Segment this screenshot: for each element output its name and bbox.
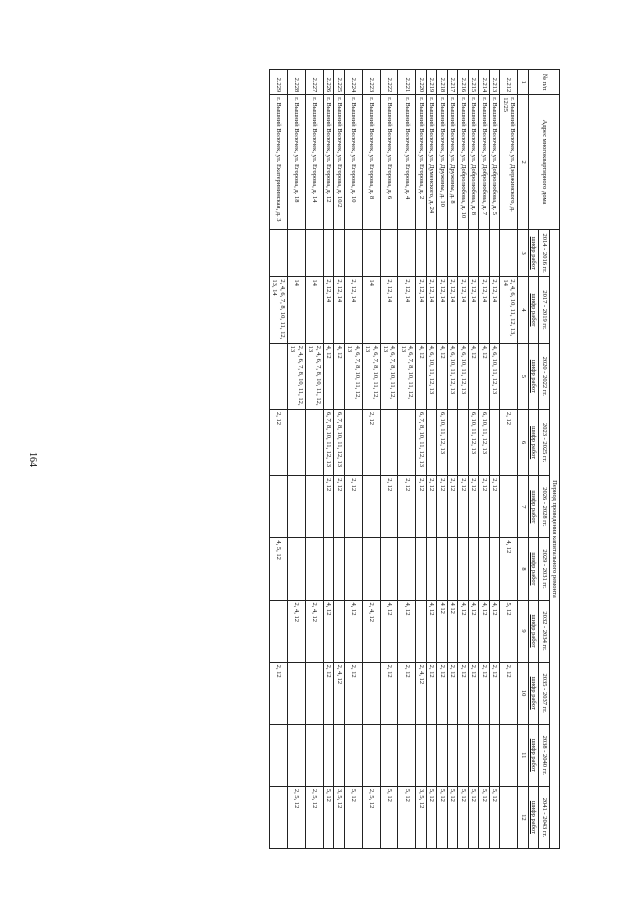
work-codes-cell: 2, 4, 6, 7, 8, 10, 11, 12, 13 [287, 343, 305, 409]
work-codes-cell [398, 538, 416, 600]
work-codes-cell: 4, 6, 7, 8, 10, 11, 12, 13 [344, 343, 362, 409]
col-number: 5 [518, 343, 528, 409]
work-codes-cell: 4, 5, 12 [269, 538, 287, 600]
row-number: 2.225 [334, 70, 344, 95]
header-num: № п/п [528, 70, 559, 95]
work-codes-cell [323, 724, 333, 786]
row-address: г. Вышний Волочек, ул. Егорова, д. 10 [344, 95, 362, 230]
work-codes-cell: 2, 5, 12 [362, 786, 380, 848]
header-period: 2020 - 2022 гг. [539, 343, 549, 409]
row-address: г. Вышний Волочек, ул. Егорова, д. 12 [323, 95, 333, 230]
row-address: г. Вышний Волочек, ул. Егорова, д. 10/2 [334, 95, 344, 230]
work-codes-cell: 2, 12 [334, 476, 344, 538]
work-codes-cell [323, 538, 333, 600]
work-codes-cell: 4, 12 [437, 343, 447, 409]
work-codes-cell [344, 538, 362, 600]
col-number: 4 [518, 277, 528, 343]
work-codes-cell [437, 724, 447, 786]
work-codes-cell [437, 229, 447, 276]
work-codes-cell: 6, 10, 11, 12, 13 [437, 409, 447, 475]
work-codes-cell: 2, 12, 14 [398, 277, 416, 343]
work-codes-cell [362, 724, 380, 786]
table-row [323, 70, 333, 849]
row-number: 2.214 [479, 70, 489, 95]
header-sub: шифр работ [528, 476, 538, 538]
work-codes-cell: 2, 12, 14 [426, 277, 436, 343]
work-codes-cell [489, 538, 499, 600]
work-codes-cell [398, 229, 416, 276]
work-codes-cell [416, 229, 426, 276]
repair-schedule-table [269, 69, 560, 849]
work-codes-cell [458, 229, 468, 276]
work-codes-cell [416, 538, 426, 600]
work-codes-cell: 4, 6, 7, 8, 10, 11, 12, 13 [380, 343, 398, 409]
work-codes-cell: 2, 12 [416, 476, 426, 538]
work-codes-cell: 4, 12 [479, 600, 489, 662]
work-codes-cell [305, 662, 323, 724]
work-codes-cell [500, 724, 518, 786]
work-codes-cell: 2, 12 [398, 476, 416, 538]
row-address: г. Вышний Волочек, ул. Думенского, д. 24 [426, 95, 436, 230]
row-number: 2.220 [416, 70, 426, 95]
work-codes-cell: 4, 6, 7, 8, 10, 11, 12, 13 [362, 343, 380, 409]
work-codes-cell: 2, 12, 14 [344, 277, 362, 343]
work-codes-cell: 4, 12 [323, 343, 333, 409]
work-codes-cell: 4, 6, 10, 11, 12, 13 [458, 343, 468, 409]
work-codes-cell: 2, 12, 14 [323, 277, 333, 343]
row-number: 2.222 [380, 70, 398, 95]
col-number: 12 [518, 786, 528, 848]
work-codes-cell: 2, 12 [323, 662, 333, 724]
work-codes-cell [334, 724, 344, 786]
work-codes-cell: 2, 12 [362, 409, 380, 475]
page-number: 164 [27, 452, 38, 467]
col-number: 3 [518, 229, 528, 276]
work-codes-cell [334, 538, 344, 600]
header-sub: шифр работ [528, 786, 538, 848]
col-number: 10 [518, 662, 528, 724]
table-row [269, 70, 287, 849]
work-codes-cell: 2, 12, 14 [489, 277, 499, 343]
work-codes-cell [287, 724, 305, 786]
work-codes-cell: 4, 6, 10, 11, 12, 13 [447, 343, 457, 409]
work-codes-cell [468, 229, 478, 276]
work-codes-cell: 5, 12 [398, 786, 416, 848]
work-codes-cell: 2, 12 [489, 476, 499, 538]
work-codes-cell [447, 538, 457, 600]
work-codes-cell [269, 229, 287, 276]
table-row [458, 70, 468, 849]
work-codes-cell: 2, 12, 14 [437, 277, 447, 343]
header-sub: шифр работ [528, 662, 538, 724]
work-codes-cell: 2, 12 [489, 662, 499, 724]
header-sub: шифр работ [528, 229, 538, 276]
work-codes-cell [334, 229, 344, 276]
table-row [479, 70, 489, 849]
work-codes-cell: 4, 12 [334, 343, 344, 409]
table-row [489, 70, 499, 849]
work-codes-cell: 4, 12 [500, 538, 518, 600]
work-codes-cell: 2, 4, 6, 7, 8, 10, 11, 12, 13, 14 [269, 277, 287, 343]
work-codes-cell [269, 600, 287, 662]
work-codes-cell: 4, 6, 7, 8, 10, 11, 12, 13 [398, 343, 416, 409]
work-codes-cell [489, 409, 499, 475]
work-codes-cell: 2, 4, 12 [287, 600, 305, 662]
work-codes-cell [269, 476, 287, 538]
work-codes-cell: 6, 7, 8, 10, 11, 12, 13 [416, 409, 426, 475]
table-row [500, 70, 518, 849]
header-period-title: Период проведения капитального ремонта [549, 229, 559, 848]
header-sub: шифр работ [528, 538, 538, 600]
header-sub: шифр работ [528, 600, 538, 662]
header-sub: шифр работ [528, 724, 538, 786]
work-codes-cell: 14 [362, 277, 380, 343]
header-period: 2017 - 2019 гг. [539, 277, 549, 343]
work-codes-cell [500, 786, 518, 848]
row-address: г. Вышний Волочек, ул. Добролюбова, д. 7 [479, 95, 489, 230]
work-codes-cell: 2, 12 [344, 476, 362, 538]
work-codes-cell [500, 476, 518, 538]
work-codes-cell: 2, 12 [323, 476, 333, 538]
row-number: 2.226 [323, 70, 333, 95]
work-codes-cell: 2, 5, 12 [305, 786, 323, 848]
work-codes-cell [323, 229, 333, 276]
work-codes-cell: 6, 10, 11, 12, 13 [468, 409, 478, 475]
work-codes-cell: 2, 12 [269, 409, 287, 475]
work-codes-cell: 4 12 [437, 600, 447, 662]
table-row [398, 70, 416, 849]
work-codes-cell: 2, 12, 14 [468, 277, 478, 343]
work-codes-cell: 2, 12 [458, 476, 468, 538]
work-codes-cell: 2, 12 [426, 662, 436, 724]
rotated-table-container [120, 69, 560, 849]
col-number: 8 [518, 538, 528, 600]
work-codes-cell: 5, 12 [468, 786, 478, 848]
table-row [334, 70, 344, 849]
work-codes-cell: 4, 12 [479, 343, 489, 409]
col-number: 9 [518, 600, 528, 662]
work-codes-cell: 14 [287, 277, 305, 343]
row-number: 2.227 [305, 70, 323, 95]
row-number: 2.221 [398, 70, 416, 95]
work-codes-cell: 4, 6, 10, 11, 12, 13 [489, 343, 499, 409]
work-codes-cell [500, 343, 518, 409]
row-address: г. Вышний Волочек, ул. Дружины, д. 10 [437, 95, 447, 230]
work-codes-cell [426, 538, 436, 600]
work-codes-cell: 2, 12 [437, 476, 447, 538]
header-sub: шифр работ [528, 343, 538, 409]
work-codes-cell: 4, 12 [426, 600, 436, 662]
work-codes-cell: 2, 12 [447, 476, 457, 538]
work-codes-cell [416, 600, 426, 662]
col-number: 1 [518, 70, 528, 95]
work-codes-cell: 2, 12 [468, 476, 478, 538]
work-codes-cell [458, 538, 468, 600]
work-codes-cell: 4, 12 [344, 600, 362, 662]
work-codes-cell [458, 409, 468, 475]
work-codes-cell [426, 724, 436, 786]
work-codes-cell: 5, 12 [323, 786, 333, 848]
work-codes-cell: 2, 12, 14 [416, 277, 426, 343]
table-row [437, 70, 447, 849]
work-codes-cell [447, 229, 457, 276]
work-codes-cell: 6, 7, 8, 10, 11, 12, 13 [334, 409, 344, 475]
row-address: г. Вышний Волочек, ул. Егорова, д. 6 [380, 95, 398, 230]
work-codes-cell: 2, 12 [344, 662, 362, 724]
work-codes-cell: 2, 12 [380, 662, 398, 724]
header-period: 2023 - 2025 гг. [539, 409, 549, 475]
work-codes-cell: 5, 12 [426, 786, 436, 848]
work-codes-cell [362, 662, 380, 724]
row-number: 2.218 [437, 70, 447, 95]
header-period: 2041 - 2043 гг. [539, 786, 549, 848]
work-codes-cell: 2, 12, 14 [479, 277, 489, 343]
work-codes-cell [398, 409, 416, 475]
row-number: 2.224 [344, 70, 362, 95]
row-address: г. Вышний Волочек, ул. Егорова, д. 18 [287, 95, 305, 230]
row-address: г. Вышний Волочек, ул. Егорова, д. 4 [398, 95, 416, 230]
header-address: Адрес многоквартирного дома [528, 95, 559, 230]
work-codes-cell [416, 724, 426, 786]
work-codes-cell [479, 538, 489, 600]
work-codes-cell [305, 409, 323, 475]
work-codes-cell [287, 662, 305, 724]
work-codes-cell: 4, 6, 10, 11, 12, 13 [426, 343, 436, 409]
row-address: г. Вышний Волочек, ул. Добролюбова, д. 10 [458, 95, 468, 230]
work-codes-cell: 4, 12 [398, 600, 416, 662]
table-row [344, 70, 362, 849]
work-codes-cell [344, 724, 362, 786]
work-codes-cell: 2, 4, 6, 7, 8, 10, 11, 12, 13 [305, 343, 323, 409]
work-codes-cell [344, 229, 362, 276]
work-codes-cell [287, 476, 305, 538]
row-number: 2.213 [489, 70, 499, 95]
row-address: г. Вышний Волочек, ул. Екатерининская, д. 3 [269, 95, 287, 230]
header-period: 2014 - 2016 гг. [539, 229, 549, 276]
work-codes-cell [437, 538, 447, 600]
work-codes-cell [334, 600, 344, 662]
row-address: г. Вышний Волочек, ул. Егорова, д. 2 [416, 95, 426, 230]
work-codes-cell [500, 229, 518, 276]
work-codes-cell: 4 12 [447, 600, 457, 662]
work-codes-cell: 5, 12 [458, 786, 468, 848]
row-number: 2.217 [447, 70, 457, 95]
work-codes-cell: 5, 12 [380, 786, 398, 848]
work-codes-cell [269, 786, 287, 848]
work-codes-cell: 2, 12, 14 [458, 277, 468, 343]
work-codes-cell [287, 538, 305, 600]
header-period: 2035 - 2037 гг. [539, 662, 549, 724]
work-codes-cell: 2, 12 [500, 662, 518, 724]
work-codes-cell: 2, 4, 6, 10, 11, 12, 13, 14 [500, 277, 518, 343]
work-codes-cell: 5, 12 [437, 786, 447, 848]
work-codes-cell [426, 229, 436, 276]
work-codes-cell [380, 229, 398, 276]
work-codes-cell: 14 [305, 277, 323, 343]
table-body [269, 70, 517, 849]
work-codes-cell: 2, 12 [458, 662, 468, 724]
work-codes-cell: 2, 12 [447, 662, 457, 724]
work-codes-cell [426, 409, 436, 475]
work-codes-cell [269, 343, 287, 409]
work-codes-cell: 5, 12 [479, 786, 489, 848]
work-codes-cell [468, 538, 478, 600]
table-row [362, 70, 380, 849]
row-number: 2.228 [287, 70, 305, 95]
work-codes-cell [305, 724, 323, 786]
work-codes-cell: 2, 12, 14 [447, 277, 457, 343]
work-codes-cell: 2, 12 [437, 662, 447, 724]
work-codes-cell [398, 724, 416, 786]
header-sub: шифр работ [528, 277, 538, 343]
work-codes-cell [380, 409, 398, 475]
table-row [447, 70, 457, 849]
work-codes-cell: 4, 12 [489, 600, 499, 662]
row-address: г. Вышний Волочек, ул. Добролюбова, д. 5 [489, 95, 499, 230]
row-number: 2.223 [362, 70, 380, 95]
work-codes-cell [380, 724, 398, 786]
work-codes-cell: 2, 12, 14 [334, 277, 344, 343]
work-codes-cell: 2, 12 [479, 476, 489, 538]
work-codes-cell: 3, 5, 12 [416, 786, 426, 848]
work-codes-cell: 4, 12 [468, 600, 478, 662]
work-codes-cell: 2, 12 [380, 476, 398, 538]
work-codes-cell: 2, 12 [479, 662, 489, 724]
work-codes-cell: 5, 12 [447, 786, 457, 848]
row-number: 2.215 [468, 70, 478, 95]
header-sub: шифр работ [528, 409, 538, 475]
work-codes-cell [479, 229, 489, 276]
header-period: 2029 - 2031 гг. [539, 538, 549, 600]
work-codes-cell [362, 476, 380, 538]
work-codes-cell: 2, 12, 14 [380, 277, 398, 343]
row-address: г. Вышний Волочек, ул. Егорова, д. 14 [305, 95, 323, 230]
work-codes-cell [287, 409, 305, 475]
work-codes-cell: 5, 12 [489, 786, 499, 848]
work-codes-cell: 2, 4, 12 [334, 662, 344, 724]
work-codes-cell: 2, 12 [398, 662, 416, 724]
header-period: 2032 - 2034 гг. [539, 600, 549, 662]
work-codes-cell: 2, 12 [269, 662, 287, 724]
row-number: 2.229 [269, 70, 287, 95]
work-codes-cell [468, 724, 478, 786]
work-codes-cell: 5, 12 [500, 600, 518, 662]
row-number: 2.216 [458, 70, 468, 95]
work-codes-cell: 2, 12 [426, 476, 436, 538]
work-codes-cell: 2, 5, 12 [287, 786, 305, 848]
work-codes-cell: 6, 7, 8, 10, 11, 12, 13 [323, 409, 333, 475]
table-row [426, 70, 436, 849]
header-period: 2026 - 2028 гг. [539, 476, 549, 538]
col-number: 2 [518, 95, 528, 230]
work-codes-cell [269, 724, 287, 786]
row-address: г. Вышний Волочек, ул. Дружины, д. 8 [447, 95, 457, 230]
work-codes-cell [305, 476, 323, 538]
work-codes-cell: 2, 12 [500, 409, 518, 475]
work-codes-cell: 2, 4, 12 [416, 662, 426, 724]
row-number: 2.212 [500, 70, 518, 95]
work-codes-cell [362, 538, 380, 600]
work-codes-cell [287, 229, 305, 276]
work-codes-cell [458, 724, 468, 786]
work-codes-cell: 2, 4, 12 [362, 600, 380, 662]
table-row [305, 70, 323, 849]
table-row [287, 70, 305, 849]
header-period: 2038 - 2040 гг. [539, 724, 549, 786]
work-codes-cell [362, 229, 380, 276]
work-codes-cell: 4, 12 [468, 343, 478, 409]
work-codes-cell: 4, 12 [323, 600, 333, 662]
work-codes-cell [489, 724, 499, 786]
work-codes-cell: 4, 12 [416, 343, 426, 409]
col-number: 6 [518, 409, 528, 475]
work-codes-cell: 4, 12 [380, 600, 398, 662]
work-codes-cell [489, 229, 499, 276]
table-row [416, 70, 426, 849]
table-row [468, 70, 478, 849]
work-codes-cell [305, 538, 323, 600]
work-codes-cell [380, 538, 398, 600]
work-codes-cell [447, 724, 457, 786]
work-codes-cell [305, 229, 323, 276]
col-number: 11 [518, 724, 528, 786]
work-codes-cell: 6, 10, 11, 12, 13 [479, 409, 489, 475]
work-codes-cell: 2, 12 [468, 662, 478, 724]
work-codes-cell: 5, 12 [344, 786, 362, 848]
col-number: 7 [518, 476, 528, 538]
work-codes-cell [479, 724, 489, 786]
row-number: 2.219 [426, 70, 436, 95]
work-codes-cell: 4, 12 [458, 600, 468, 662]
table-row [380, 70, 398, 849]
row-address: г. Вышний Волочек, ул. Добролюбова, д. 8 [468, 95, 478, 230]
work-codes-cell [344, 409, 362, 475]
row-address: г. Вышний Волочек, ул. Егорова, д. 8 [362, 95, 380, 230]
work-codes-cell [447, 409, 457, 475]
row-address: г. Вышний Волочек, ул. Дзержинского, д. 12/25 [500, 95, 518, 230]
work-codes-cell: 2, 4, 12 [305, 600, 323, 662]
work-codes-cell: 3, 5, 12 [334, 786, 344, 848]
